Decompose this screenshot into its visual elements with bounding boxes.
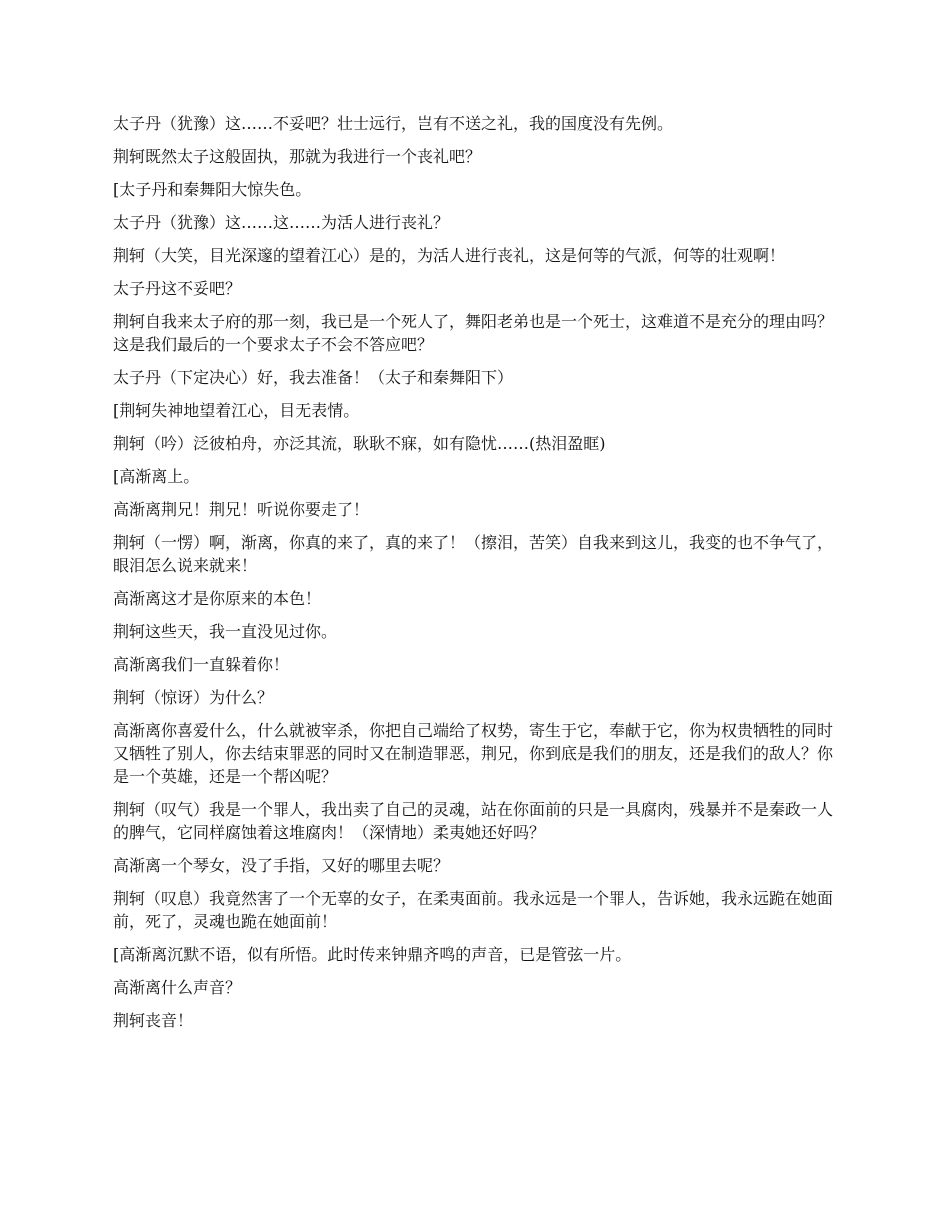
paragraph: 高渐离什么声音？	[113, 978, 242, 997]
paragraph: 太子丹（下定决心）好，我去准备！（太子和秦舞阳下）	[113, 368, 514, 387]
paragraph: 荆轲（吟）泛彼柏舟，亦泛其流，耿耿不寐，如有隐忧……(热泪盈眶)	[113, 434, 606, 453]
paragraph: [太子丹和秦舞阳大惊失色。	[113, 180, 312, 199]
paragraph: [高渐离上。	[113, 467, 200, 486]
paragraph: 荆轲（叹息）我竟然害了一个无辜的女子，在柔夷面前。我永远是一个罪人，告诉她，我永远跪在她面前，死了，灵魂也跪在她面前！	[113, 889, 834, 931]
paragraph: 荆轲（叹气）我是一个罪人，我出卖了自己的灵魂，站在你面前的只是一具腐肉，残暴并不是秦政一人的脾气，它同样腐蚀着这堆腐肉！（深情地）柔夷她还好吗？	[113, 800, 834, 842]
paragraph: 荆轲这些天，我一直没见过你。	[113, 622, 338, 641]
paragraph: 荆轲（惊讶）为什么？	[113, 688, 274, 707]
paragraph: 高渐离荆兄！荆兄！听说你要走了！	[113, 500, 370, 519]
paragraph: 太子丹这不妥吧？	[113, 279, 242, 298]
paragraph: 高渐离这才是你原来的本色！	[113, 589, 322, 608]
document-body	[113, 112, 840, 1042]
paragraph: 太子丹（犹豫）这……这……为活人进行丧礼？	[113, 213, 450, 232]
paragraph: [高渐离沉默不语，似有所悟。此时传来钟鼎齐鸣的声音，已是管弦一片。	[113, 945, 632, 964]
paragraph: 荆轲（大笑，目光深邃的望着江心）是的，为活人进行丧礼，这是何等的气派，何等的壮观啊！	[113, 246, 786, 265]
paragraph: 太子丹（犹豫）这……不妥吧？壮士远行，岂有不送之礼，我的国度没有先例。	[113, 114, 674, 133]
paragraph: 高渐离我们一直躲着你！	[113, 655, 290, 674]
paragraph: [荆轲失神地望着江心，目无表情。	[113, 401, 360, 420]
paragraph: 荆轲丧音！	[113, 1011, 194, 1030]
paragraph: 高渐离你喜爱什么，什么就被宰杀，你把自己端给了权势，寄生于它，奉献于它，你为权贵牺牲的同时又牺牲了别人，你去结束罪恶的同时又在制造罪恶，荆兄，你到底是我们的朋友，还是我们的敌人？你是一个英雄，还是一个帮凶呢？	[113, 721, 834, 786]
paragraph: 荆轲自我来太子府的那一刻，我已是一个死人了，舞阳老弟也是一个死士，这难道不是充分的理由吗？这是我们最后的一个要求太子不会不答应吧？	[113, 312, 834, 354]
paragraph: 高渐离一个琴女，没了手指，又好的哪里去呢？	[113, 856, 450, 875]
paragraph: 荆轲（一愣）啊，渐离，你真的来了，真的来了！（擦泪，苦笑）自我来到这儿，我变的也不争气了，眼泪怎么说来就来！	[113, 533, 834, 575]
paragraph: 荆轲既然太子这般固执，那就为我进行一个丧礼吧？	[113, 147, 482, 166]
